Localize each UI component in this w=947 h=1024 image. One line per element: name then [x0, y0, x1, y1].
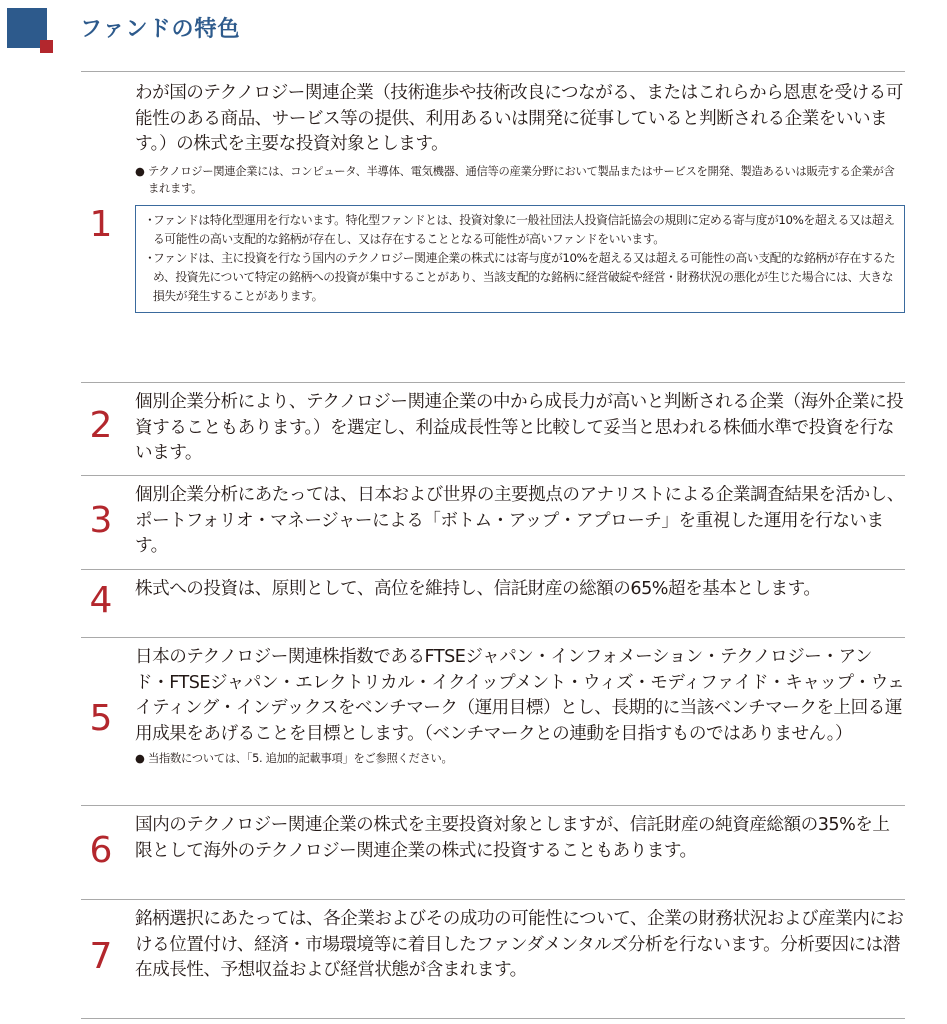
item-text: 国内のテクノロジー関連企業の株式を主要投資対象としますが、信託財産の純資産総額の35%を上限として海外のテクノロジー関連企業の株式に投資することもあります。 — [135, 815, 890, 861]
item-text: 株式への投資は、原則として、高位を維持し、信託財産の総額の65%超を基本とします。 — [135, 579, 821, 599]
item-number: 2 — [89, 405, 113, 446]
item-text: 個別企業分析にあたっては、日本および世界の主要拠点のアナリストによる企業調査結果を活かし、ポートフォリオ・マネージャーによる「ボトム・アップ・アプローチ」を重視した運用を行ないます。 — [135, 485, 904, 556]
item-note — [135, 750, 905, 767]
item-number: 5 — [89, 698, 113, 739]
item-number: 3 — [89, 500, 113, 541]
bullet-icon: ● — [135, 164, 145, 178]
bullet-icon: ● — [135, 752, 145, 765]
page-title: ファンドの特色 — [80, 17, 241, 42]
note-text: 当指数については、「5. 追加的記載事項」をご参照ください。 — [148, 752, 453, 765]
item-text: 銘柄選択にあたっては、各企業およびその成功の可能性について、企業の財務状況および産業内における位置付け、経済・市場環境等に着目したファンダメンタルズ分析を行ないます。分析要因には潜在成長性、予想収益および経営状態が含まれます。 — [135, 909, 904, 980]
page-header — [0, 0, 947, 60]
notice-text: ファンドは特化型運用を行ないます。特化型ファンドとは、投資対象に一般社団法人投資信託協会の規則に定める寄与度が10%を超える又は超える可能性の高い支配的な銘柄が存在し、又は存在することとなる可能性が高いファンドをいいます。 — [153, 212, 895, 246]
note-text: テクノロジー関連企業には、コンピュータ、半導体、電気機器、通信等の産業分野において製品またはサービスを開発、製造あるいは販売する企業が含まれます。 — [148, 164, 895, 195]
feature-item-7 — [81, 899, 905, 1019]
header-logo-accent — [40, 40, 53, 53]
dot-icon: ・ — [144, 250, 156, 265]
feature-item-1 — [81, 71, 905, 382]
feature-item-3 — [81, 475, 905, 569]
notice-text: ファンドは、主に投資を行なう国内のテクノロジー関連企業の株式には寄与度が10%を超える又は超える可能性の高い支配的な銘柄が存在するため、投資先について特定の銘柄への投資が集中することがあり、当該支配的な銘柄に経営破綻や経営・財務状況の悪化が生じた場合には、大きな損失が発生することがあります。 — [153, 250, 896, 303]
dot-icon: ・ — [144, 212, 156, 227]
item-note — [135, 163, 905, 197]
item-text: わが国のテクノロジー関連企業（技術進歩や技術改良につながる、またはこれらから恩恵を受ける可能性のある商品、サービス等の提供、利用あるいは開発に従事していると判断される企業をいいます。）の株式を主要な投資対象とします。 — [135, 83, 903, 154]
feature-list — [81, 71, 905, 1019]
feature-item-2 — [81, 382, 905, 475]
item-number: 4 — [89, 580, 113, 621]
notice-box — [135, 205, 905, 313]
notice-line — [144, 249, 896, 306]
item-number: 7 — [89, 936, 113, 977]
item-number: 1 — [89, 204, 113, 245]
notice-line — [144, 211, 896, 249]
item-number: 6 — [89, 830, 113, 871]
feature-item-6 — [81, 805, 905, 899]
feature-item-4 — [81, 569, 905, 637]
item-text: 個別企業分析により、テクノロジー関連企業の中から成長力が高いと判断される企業（海外企業に投資することもあります。）を選定し、利益成長性等と比較して妥当と思われる株価水準で投資を行ないます。 — [135, 392, 904, 463]
item-text: 日本のテクノロジー関連株指数であるFTSEジャパン・インフォメーション・テクノロジー・アンド・FTSEジャパン・エレクトリカル・イクイップメント・ウィズ・モディファイド・キャップ・ウェイティング・インデックスをベンチマーク（運用目標）とし、長期的に当該ベンチマークを上回る運用成果をあげることを目標とします。（ベンチマークとの連動を目指すものではありません。） — [135, 647, 905, 744]
feature-item-5 — [81, 637, 905, 805]
